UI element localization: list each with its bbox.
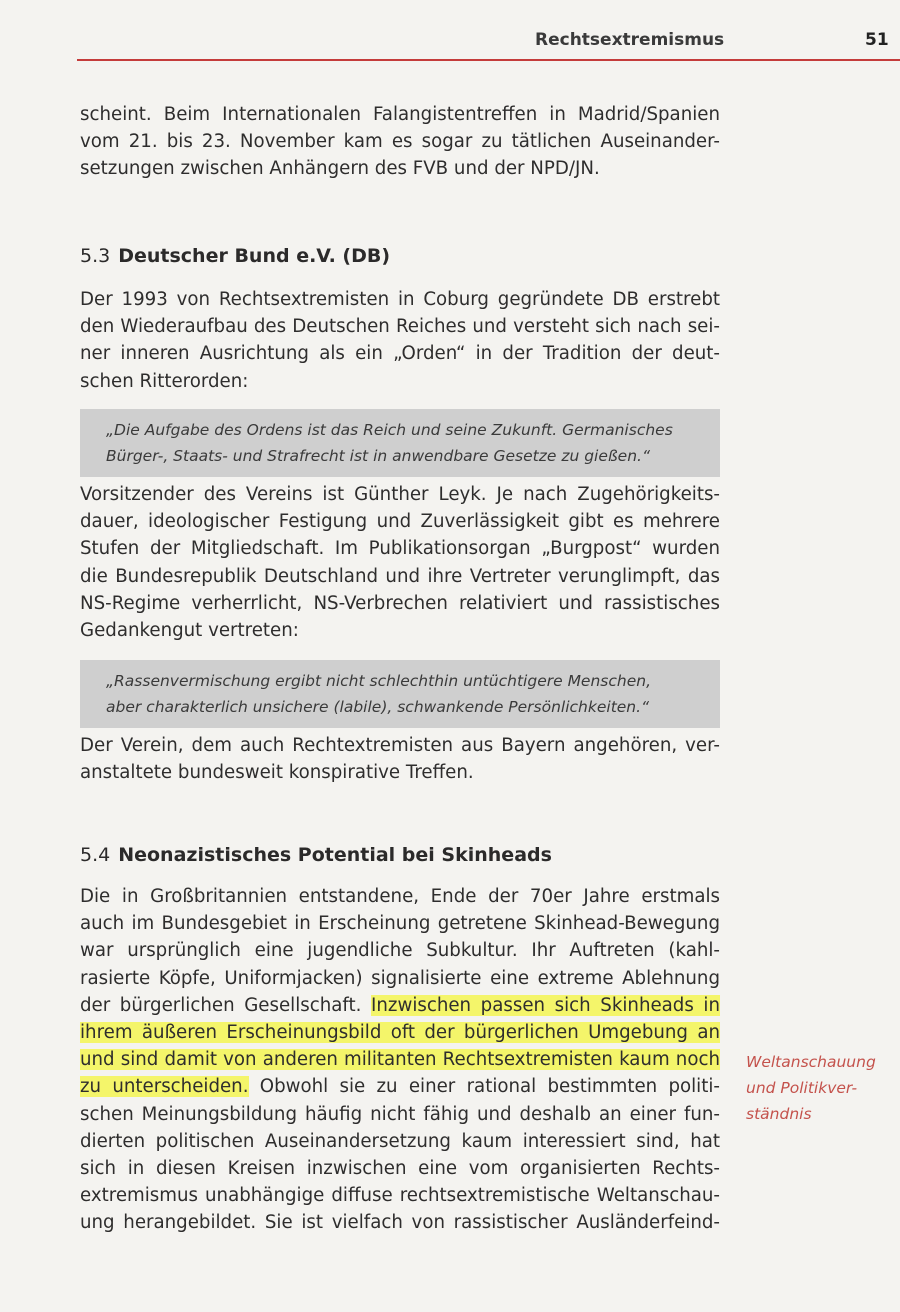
text-line: Stufen der Mitgliedschaft. Im Publikationsorgan „Burgpost“ wurden <box>80 538 720 560</box>
highlighted-text: Inzwischen passen sich Skinheads in <box>371 994 721 1016</box>
text-line: scheint. Beim Internationalen Falangistentreffen in Madrid/Spanien <box>80 104 720 125</box>
paragraph-skinheads <box>80 883 720 1237</box>
text-line: Vorsitzender des Vereins ist Günther Leyk. Je nach Zugehörigkeits- <box>80 484 720 505</box>
text-line: ung herangebildet. Sie ist vielfach von rassistischer Ausländerfeind- <box>80 1212 720 1234</box>
paragraph-db-intro <box>80 286 720 395</box>
quote-line: aber charakterlich unsichere (labile), schwankende Persönlichkeiten.“ <box>106 698 650 716</box>
text-line: schen Meinungsbildung häufig nicht fähig und deshalb an einer fun- <box>80 1103 720 1125</box>
text-line: Gedankengut vertreten: <box>80 620 299 642</box>
text-line: den Wiederaufbau des Deutschen Reiches und versteht sich nach sei- <box>80 316 720 338</box>
text-line: schen Ritterorden: <box>80 370 249 392</box>
text-segment: der bürgerlichen Gesellschaft. <box>80 994 371 1016</box>
text-line: sich in diesen Kreisen inzwischen eine vom organisierten Rechts- <box>80 1158 720 1180</box>
text-line: setzungen zwischen Anhängern des FVB und der NPD/JN. <box>80 158 600 180</box>
text-line: extremismus unabhängige diffuse rechtsextremistische Weltanschau- <box>80 1185 720 1207</box>
text-line: auch im Bundesgebiet in Erscheinung getretene Skinhead-Bewegung <box>80 913 720 935</box>
text-line: dierten politischen Auseinandersetzung kaum interessiert sind, hat <box>80 1130 720 1152</box>
section-title: Deutscher Bund e.V. (DB) <box>118 245 391 267</box>
text-line: dauer, ideologischer Festigung und Zuverlässigkeit gibt es mehrere <box>80 511 720 533</box>
margin-note-line: und Politikver- <box>746 1079 858 1097</box>
text-line: Die in Großbritannien entstandene, Ende der 70er Jahre erstmals <box>80 886 720 907</box>
text-line <box>80 1046 720 1073</box>
text-line: Der 1993 von Rechtsextremisten in Coburg gegründete DB erstrebt <box>80 289 720 310</box>
section-number: 5.3 <box>80 245 111 267</box>
text-segment: Obwohl sie zu einer rational bestimmten politi- <box>248 1076 720 1098</box>
text-line: Der Verein, dem auch Rechtextremisten aus Bayern angehören, ver- <box>80 735 720 756</box>
quote-line: „Die Aufgabe des Ordens ist das Reich und seine Zukunft. Germanisches <box>106 421 673 439</box>
margin-note-line: Weltanschauung <box>746 1053 876 1071</box>
highlighted-text: und sind damit von anderen militanten Rechtsextremisten kaum noch <box>80 1049 720 1071</box>
text-line <box>80 1019 720 1046</box>
header-rule <box>77 59 900 61</box>
paragraph-db-details <box>80 481 720 644</box>
text-line: vom 21. bis 23. November kam es sogar zu tätlichen Auseinander- <box>80 131 720 153</box>
text-line: die Bundesrepublik Deutschland und ihre Vertreter verunglimpft, das <box>80 565 720 587</box>
text-line: ner inneren Ausrichtung als ein „Orden“ in der Tradition der deut- <box>80 343 720 365</box>
margin-note-line: ständnis <box>746 1105 812 1123</box>
quote-box-2 <box>80 660 720 728</box>
text-line: rasierte Köpfe, Uniformjacken) signalisierte eine extreme Ablehnung <box>80 967 720 989</box>
margin-note <box>746 1049 876 1127</box>
section-heading-5-4 <box>80 842 552 868</box>
paragraph-db-meetings <box>80 732 720 786</box>
quote-line: „Rassenvermischung ergibt nicht schlechthin untüchtigere Menschen, <box>106 672 652 690</box>
intro-paragraph <box>80 101 720 183</box>
quote-line: Bürger-, Staats- und Strafrecht ist in anwendbare Gesetze zu gießen.“ <box>106 447 650 465</box>
highlighted-text: ihrem äußeren Erscheinungsbild oft der bürgerlichen Umgebung an <box>80 1022 720 1044</box>
text-line <box>80 992 720 1019</box>
section-number: 5.4 <box>80 844 111 866</box>
text-line: war ursprünglich eine jugendliche Subkultur. Ihr Auftreten (kahl- <box>80 940 720 962</box>
section-title: Neonazistisches Potential bei Skinheads <box>118 844 552 866</box>
text-line: anstaltete bundesweit konspirative Treffen. <box>80 762 474 784</box>
quote-box-1 <box>80 409 720 477</box>
running-header-title: Rechtsextremismus <box>535 30 725 50</box>
text-line: NS-Regime verherrlicht, NS-Verbrechen relativiert und rassistisches <box>80 592 720 614</box>
text-line <box>80 1073 720 1100</box>
section-heading-5-3 <box>80 243 390 269</box>
page-number: 51 <box>865 30 889 50</box>
highlighted-text: zu unterscheiden. <box>80 1076 249 1098</box>
